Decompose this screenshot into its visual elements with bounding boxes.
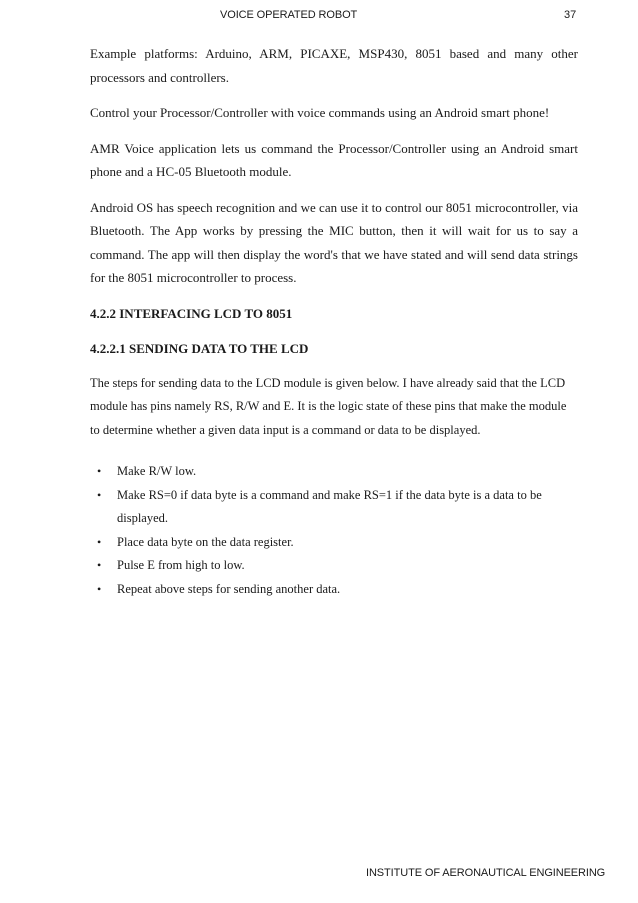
list-item-text: Repeat above steps for sending another data. — [117, 581, 341, 596]
paragraph-android-speech: Android OS has speech recognition and we can use it to control our 8051 microcontroller, via Bluetooth. The App works by pressing the MIC button, then it will wait for us to say a command. The app will then display the word's that we have stated and will send data strings for the 8051 microcontroller to process. — [90, 199, 578, 285]
bullet-icon: • — [97, 487, 102, 502]
list-item — [90, 460, 578, 484]
bullet-icon: • — [97, 534, 102, 549]
list-item-text: Place data byte on the data register. — [117, 534, 294, 549]
list-item-text: Pulse E from high to low. — [117, 558, 245, 572]
list-item — [90, 554, 578, 578]
running-footer: INSTITUTE OF AERONAUTICAL ENGINEERING — [366, 867, 606, 879]
paragraph-steps-intro: The steps for sending data to the LCD module is given below. I have already said that the LCD module has pins namely RS, R/W and E. It is the logic state of these pins that make the module to determine whether a given data input is a command or data to be displayed. — [90, 375, 567, 437]
bullet-icon: • — [97, 558, 102, 572]
list-item — [90, 531, 578, 555]
list-item — [90, 578, 578, 602]
running-header-title: VOICE OPERATED ROBOT — [220, 9, 358, 21]
bullet-icon: • — [97, 581, 102, 596]
list-item-text: Make RS=0 if data byte is a command and make RS=1 if the data byte is a data to be displayed. — [117, 487, 542, 525]
list-item — [90, 484, 578, 531]
paragraph-example-platforms: Example platforms: Arduino, ARM, PICAXE, MSP430, 8051 based and many other processors and controllers. — [90, 46, 578, 85]
list-item-text: Make R/W low. — [117, 464, 197, 478]
bullet-icon: • — [97, 464, 102, 478]
section-heading: 4.2.2 INTERFACING LCD TO 8051 — [90, 305, 293, 321]
paragraph-amr-voice: AMR Voice application lets us command the Processor/Controller using an Android smart phone and a HC-05 Bluetooth module. — [90, 140, 578, 179]
page-number: 37 — [564, 9, 577, 21]
page-body — [90, 42, 578, 601]
paragraph-control-processor: Control your Processor/Controller with voice commands using an Android smart phone! — [90, 105, 550, 120]
subsection-heading: 4.2.2.1 SENDING DATA TO THE LCD — [90, 340, 309, 356]
steps-list — [90, 460, 578, 601]
